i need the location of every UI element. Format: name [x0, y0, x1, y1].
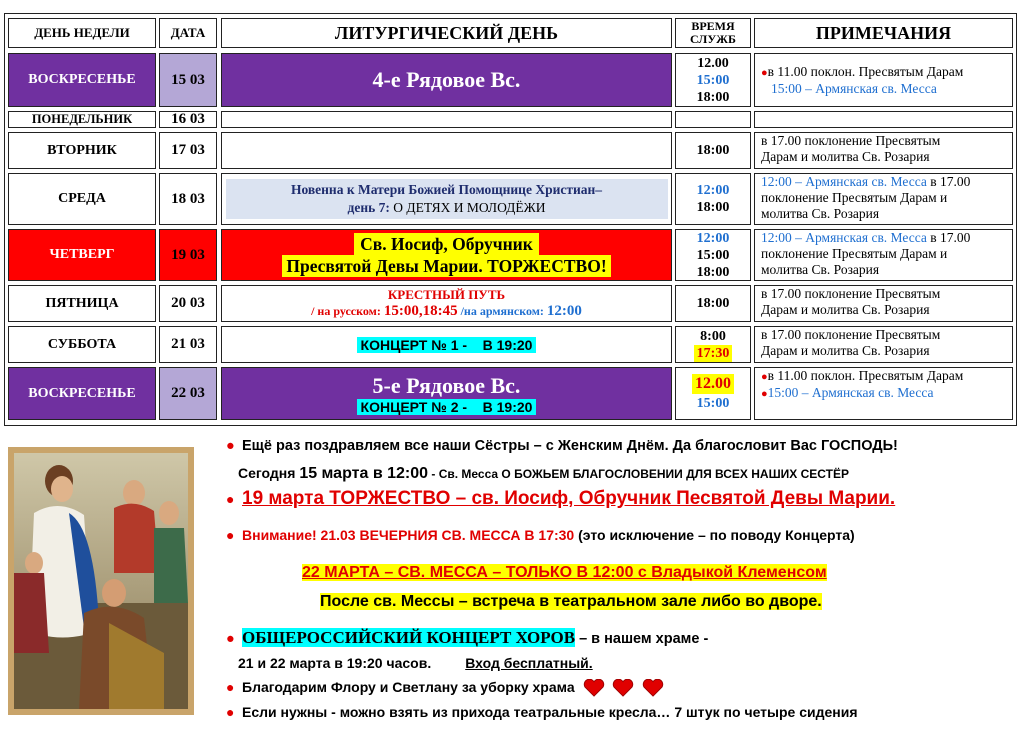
row3-day: ВТОРНИК [8, 132, 156, 169]
note-line: в 11.00 поклон. Пресвятым Дарам [767, 368, 964, 383]
note-line: Дарам и молитва Св. Розария [761, 343, 930, 358]
row1-liturgical: 4-е Рядовое Вс. [221, 53, 672, 107]
announcement-3 [226, 527, 855, 543]
time: 15:00 [696, 395, 730, 411]
announcement-6b [238, 655, 593, 671]
announcement-text: Вход бесплатный. [465, 655, 593, 671]
row1-times [675, 53, 751, 107]
announcement-4 [302, 564, 827, 582]
announcement-text: 21 и 22 марта в 19:20 часов. [238, 655, 432, 671]
row5-date: 19 03 [159, 229, 217, 281]
note-line: поклонение Пресвятым Дарам и [761, 246, 948, 261]
announcement-text: - Св. Месса О БОЖЬЕМ БЛАГОСЛОВЕНИИ ДЛЯ ВСЕХ НАШИХ СЕСТЁР [428, 467, 850, 481]
row4-times [675, 173, 751, 225]
note-line: 12:00 – Армянская св. Месса [761, 174, 927, 189]
header-time-line2: СЛУЖБ [690, 32, 736, 46]
row6-notes [754, 285, 1013, 322]
header-notes: ПРИМЕЧАНИЯ [754, 18, 1013, 48]
time: 18:00 [696, 89, 730, 105]
row2-liturgical [221, 111, 672, 128]
painting-svg [14, 453, 188, 709]
announcement-text: После св. Мессы – встреча в театральном зале либо во дворе. [320, 593, 822, 610]
heart-icon [642, 679, 664, 697]
announcement-text: Внимание! 21.03 ВЕЧЕРНИЯ СВ. МЕССА В 17:30 [242, 527, 575, 543]
time: 12:00 [696, 183, 730, 198]
note-line: в 17.00 [926, 230, 971, 245]
header-date: ДАТА [159, 18, 217, 48]
time: 18:00 [696, 264, 730, 280]
note-line: Дарам и молитва Св. Розария [761, 149, 930, 164]
bullet-icon: ● [226, 679, 235, 695]
announcement-1 [226, 438, 898, 454]
time: 15:00 [696, 247, 730, 263]
announcement-text: 19 марта ТОРЖЕСТВО – св. Иосиф, Обручник Песвятой Девы Марии. [242, 488, 896, 509]
note-line: в 11.00 поклон. Пресвятым Дарам [767, 63, 964, 79]
row1-day: ВОСКРЕСЕНЬЕ [8, 53, 156, 107]
time: 18:00 [696, 143, 730, 158]
concert-title: ОБЩЕРОССИЙСКИЙ КОНЦЕРТ ХОРОВ [242, 628, 576, 647]
bullet-icon: ● [226, 438, 235, 454]
announcement-8 [226, 704, 858, 720]
announcement-text: Если нужны - можно взять из прихода театральные кресла… 7 штук по четыре сидения [242, 704, 858, 720]
row5-notes [754, 229, 1013, 281]
time: 12:00 [696, 230, 730, 246]
announcement-7 [226, 679, 664, 697]
note-line: в 17.00 [926, 174, 971, 189]
row5-times [675, 229, 751, 281]
row8-times [675, 367, 751, 420]
row6-times [675, 285, 751, 322]
row1-date: 15 03 [159, 53, 217, 107]
row2-times [675, 111, 751, 128]
header-time [675, 18, 751, 48]
row3-liturgical [221, 132, 672, 169]
row2-date: 16 03 [159, 111, 217, 128]
bullet-icon: ● [226, 704, 235, 720]
bullet-icon: ● [226, 631, 235, 647]
row8-date: 22 03 [159, 367, 217, 420]
time: 17:30 [694, 345, 733, 362]
announcement-text: (это исключение – по поводу Концерта) [574, 527, 855, 543]
row7-date: 21 03 [159, 326, 217, 363]
stations-arm-label: /на армянском: [457, 304, 547, 318]
stations-title: КРЕСТНЫЙ ПУТЬ [387, 287, 506, 302]
row3-notes [754, 132, 1013, 169]
row3-times [675, 132, 751, 169]
announcement-text: Сегодня [238, 465, 300, 481]
heart-icon [583, 679, 605, 697]
feast-line: Св. Иосиф, Обручник [354, 233, 539, 255]
note-line: 12:00 – Армянская св. Месса [761, 230, 927, 245]
row7-notes [754, 326, 1013, 363]
concert-label: КОНЦЕРТ № 2 - В 19:20 [357, 399, 537, 415]
heart-icon [612, 679, 634, 697]
bullet-icon: ● [761, 66, 768, 79]
note-line: 15:00 – Армянская св. Месса [767, 385, 934, 400]
novena-title: Новенна к Матери Божией Помощнице Христиан– [290, 182, 603, 197]
row4-day: СРЕДА [8, 173, 156, 225]
novena-topic: О ДЕТЯХ И МОЛОДЁЖИ [389, 200, 546, 215]
time: 12.00 [692, 374, 734, 394]
row6-day: ПЯТНИЦА [8, 285, 156, 322]
row2-day: ПОНЕДЕЛЬНИК [8, 111, 156, 128]
row5-day: ЧЕТВЕРГ [8, 229, 156, 281]
note-line: в 17.00 поклонение Пресвятым [761, 286, 941, 301]
header-liturgical: ЛИТУРГИЧЕСКИЙ ДЕНЬ [221, 18, 672, 48]
row3-date: 17 03 [159, 132, 217, 169]
liturgical-day: 5-е Рядовое Вс. [372, 372, 521, 398]
time: 18:00 [696, 296, 730, 311]
time: 12.00 [697, 55, 729, 71]
row4-liturgical [221, 173, 672, 225]
note-line: молитва Св. Розария [761, 262, 880, 277]
time: 15:00 [696, 72, 730, 88]
bullet-icon: ● [226, 491, 235, 507]
novena-day: день 7: [347, 200, 390, 215]
bullet-icon: ● [761, 371, 768, 383]
announcement-6 [226, 628, 708, 648]
row8-liturgical [221, 367, 672, 420]
note-line: молитва Св. Розария [761, 206, 880, 221]
feast-line: Пресвятой Девы Марии. ТОРЖЕСТВО! [282, 255, 610, 277]
row7-liturgical [221, 326, 672, 363]
announcement-text: – в нашем храме - [575, 631, 709, 647]
note-line: в 17.00 поклонение Пресвятым [761, 327, 941, 342]
row5-liturgical [221, 229, 672, 281]
bullet-icon: ● [226, 527, 235, 543]
bullet-icon: ● [761, 388, 768, 400]
note-line: в 17.00 поклонение Пресвятым [761, 133, 941, 148]
stations-ru-time: 15:00,18:45 [383, 303, 458, 319]
note-line: Дарам и молитва Св. Розария [761, 302, 930, 317]
row4-date: 18 03 [159, 173, 217, 225]
row8-day: ВОСКРЕСЕНЬЕ [8, 367, 156, 420]
announcement-5 [320, 593, 822, 611]
time: 18:00 [696, 200, 730, 215]
row6-date: 20 03 [159, 285, 217, 322]
time: 8:00 [700, 328, 726, 344]
note-line: 15:00 – Армянская св. Месса [771, 80, 937, 96]
announcement-2 [226, 488, 895, 510]
header-time-line1: ВРЕМЯ [691, 19, 735, 33]
row7-times [675, 326, 751, 363]
concert-label: КОНЦЕРТ № 1 - В 19:20 [357, 337, 537, 353]
announcement-text: Благодарим Флору и Светлану за уборку храма [242, 679, 575, 695]
stations-ru-label: / на русском: [311, 304, 384, 318]
row6-liturgical [221, 285, 672, 322]
painting-image [8, 447, 194, 715]
announcement-text: 22 МАРТА – СВ. МЕССА – ТОЛЬКО В 12:00 с Владыкой Клеменсом [302, 564, 827, 581]
row2-notes [754, 111, 1013, 128]
row8-notes [754, 367, 1013, 420]
row4-notes [754, 173, 1013, 225]
row1-notes [754, 53, 1013, 107]
announcement-1b [238, 465, 849, 483]
announcement-date: 15 марта в 12:00 [299, 465, 429, 482]
novena-box [226, 179, 668, 219]
row7-day: СУББОТА [8, 326, 156, 363]
note-line: поклонение Пресвятым Дарам и [761, 190, 948, 205]
announcement-text: Ещё раз поздравляем все наши Сёстры – с Женским Днём. Да благословит Вас ГОСПОДЬ! [242, 438, 898, 454]
stations-arm-time: 12:00 [546, 303, 582, 319]
header-day: ДЕНЬ НЕДЕЛИ [8, 18, 156, 48]
